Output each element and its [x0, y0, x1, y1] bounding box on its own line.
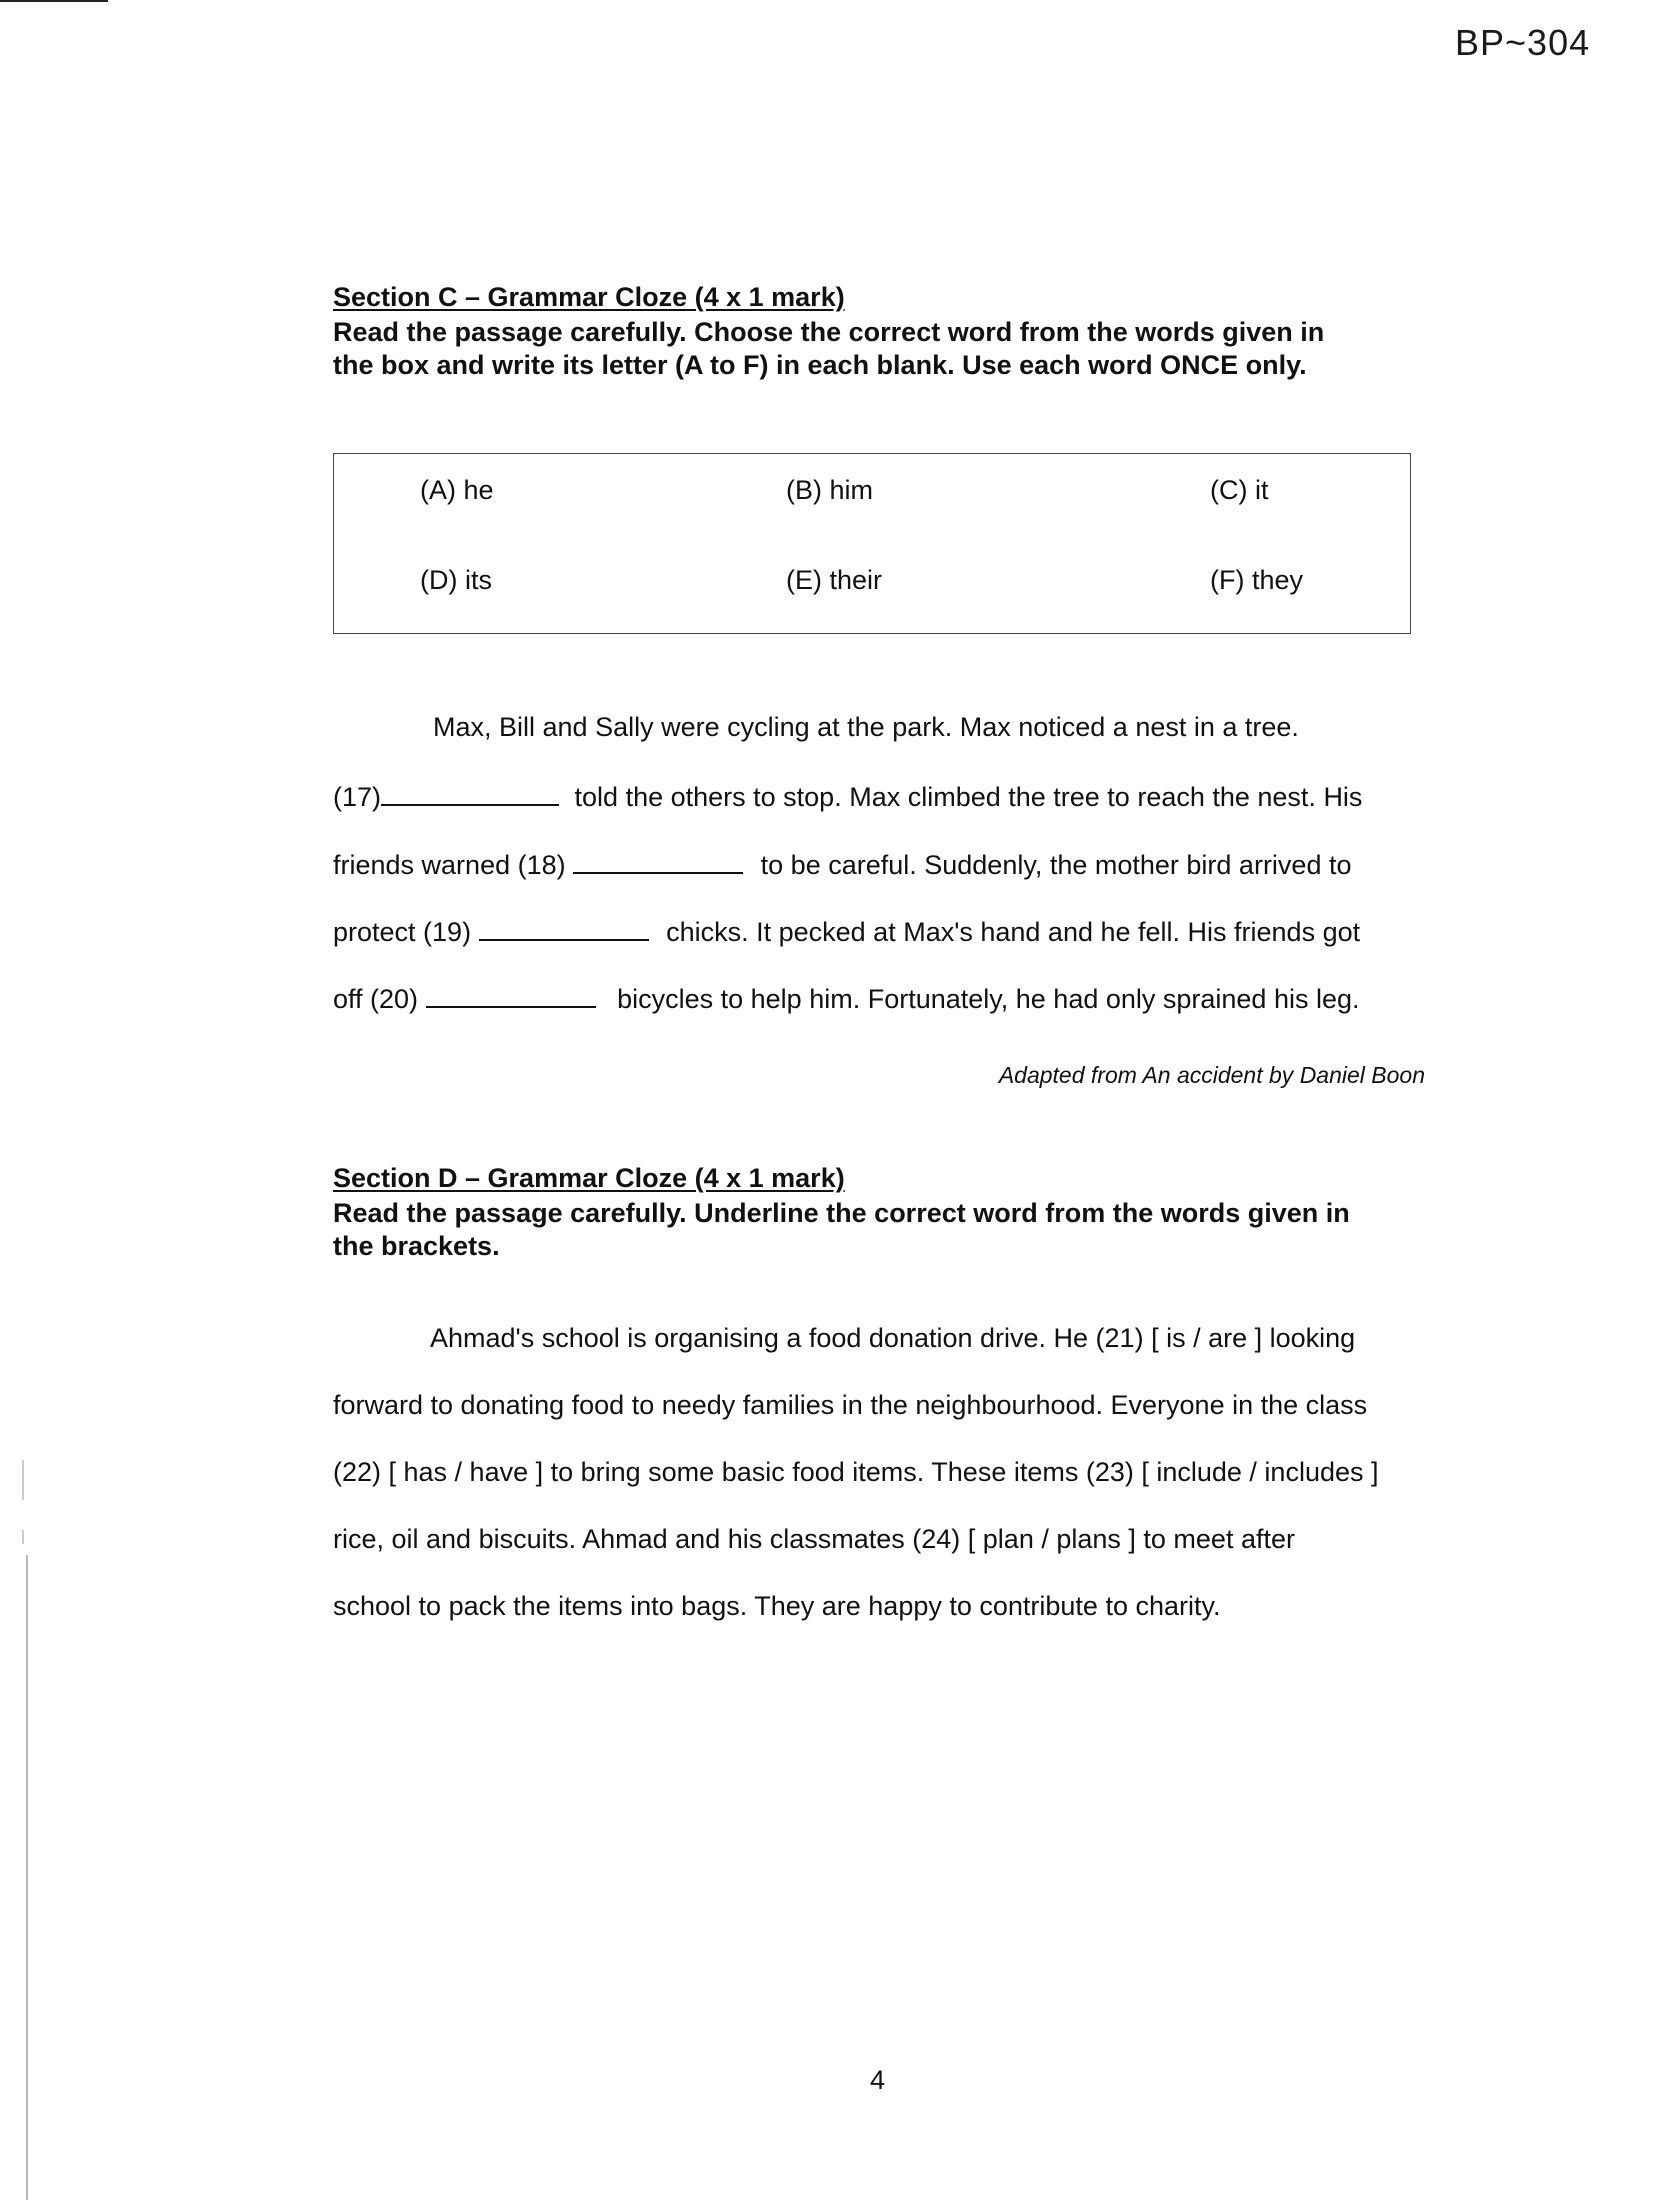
word-box [333, 453, 1411, 634]
passage-text: off (20) [333, 984, 419, 1014]
passage-line [333, 780, 1425, 813]
source-citation: Adapted from An accident by Daniel Boon [998, 1062, 1425, 1088]
instruction-line: the brackets. [333, 1231, 500, 1261]
passage-line: school to pack the items into bags. They are happy to contribute to charity. [333, 1591, 1221, 1621]
instruction-line: Read the passage carefully. Underline the correct word from the words given in [333, 1198, 1350, 1228]
section-d-instruction [333, 1197, 1433, 1263]
question-number: (17) [333, 782, 382, 812]
passage-text: chicks. It pecked at Max's hand and he fell. His friends got [666, 917, 1361, 947]
top-rule [0, 0, 108, 2]
option-a: (A) he [420, 475, 494, 505]
instruction-line: the box and write its letter (A to F) in each blank. Use each word ONCE only. [333, 350, 1307, 380]
answer-blank-18[interactable] [573, 848, 743, 874]
answer-blank-17[interactable] [381, 780, 559, 806]
answer-blank-20[interactable] [426, 982, 596, 1008]
passage-text: protect (19) [333, 917, 472, 947]
passage-line [333, 848, 1425, 881]
passage-text: bicycles to help him. Fortunately, he had only sprained his leg. [617, 984, 1360, 1014]
section-c-instruction [333, 316, 1433, 382]
passage-line [333, 982, 1425, 1015]
option-c: (C) it [1210, 475, 1269, 505]
section-d-heading: Section D – Grammar Cloze (4 x 1 mark) [333, 1163, 845, 1193]
option-b: (B) him [786, 475, 873, 505]
passage-line [333, 915, 1425, 948]
margin-rule [26, 1555, 28, 2200]
passage-line: (22) [ has / have ] to bring some basic food items. These items (23) [ include / includes ] [333, 1457, 1379, 1487]
margin-mark [22, 1530, 24, 1544]
option-f: (F) they [1210, 565, 1304, 595]
section-c-heading: Section C – Grammar Cloze (4 x 1 mark) [333, 282, 845, 312]
paper-code: BP~304 [1455, 22, 1591, 63]
passage-line: rice, oil and biscuits. Ahmad and his classmates (24) [ plan / plans ] to meet after [333, 1524, 1295, 1554]
passage-text: to be careful. Suddenly, the mother bird arrived to [760, 850, 1352, 880]
page-number: 4 [870, 2065, 886, 2095]
passage-line: forward to donating food to needy families in the neighbourhood. Everyone in the class [333, 1390, 1368, 1420]
margin-mark [22, 1460, 24, 1500]
option-e: (E) their [786, 565, 883, 595]
passage-line: Max, Bill and Sally were cycling at the park. Max noticed a nest in a tree. [433, 712, 1299, 742]
option-d: (D) its [420, 565, 492, 595]
passage-text: friends warned (18) [333, 850, 566, 880]
instruction-line: Read the passage carefully. Choose the correct word from the words given in [333, 317, 1325, 347]
passage-line: Ahmad's school is organising a food donation drive. He (21) [ is / are ] looking [430, 1323, 1356, 1353]
passage-text: told the others to stop. Max climbed the tree to reach the nest. His [574, 782, 1363, 812]
answer-blank-19[interactable] [479, 915, 649, 941]
